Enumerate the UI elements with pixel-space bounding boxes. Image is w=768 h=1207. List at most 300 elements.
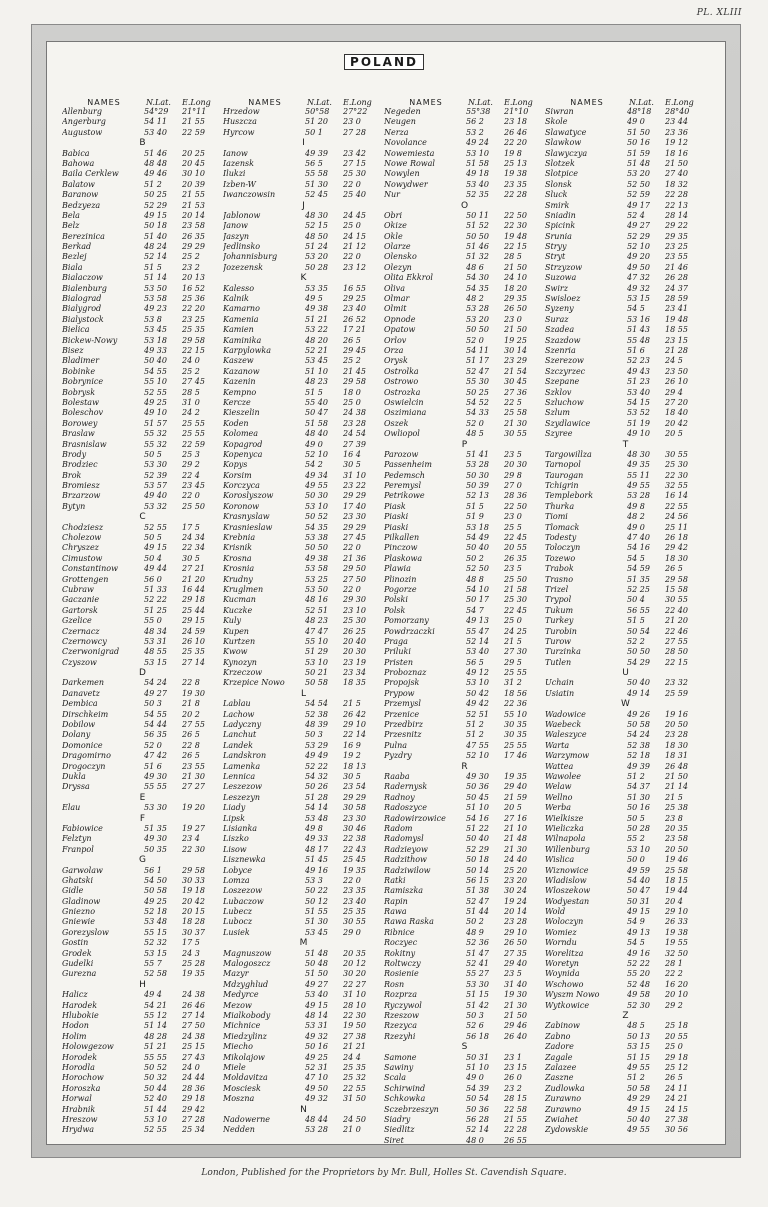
- longitude: 25 13: [504, 158, 527, 168]
- place-name: Rawa Raska: [384, 917, 434, 927]
- table-row: [545, 201, 706, 211]
- place-name: Oliva: [384, 283, 405, 293]
- latitude: 52 41: [466, 959, 489, 969]
- table-row: [384, 502, 545, 512]
- longitude: 20 55: [504, 543, 527, 553]
- longitude: 22 5: [504, 397, 522, 407]
- longitude: 22 0: [182, 491, 200, 501]
- section-letter: J: [302, 200, 305, 211]
- place-name: Lubocz: [223, 917, 253, 927]
- latitude: 53 10: [305, 501, 328, 511]
- longitude: 23 0: [504, 512, 522, 522]
- table-row: [223, 772, 384, 782]
- place-name: Hyrcow: [223, 127, 255, 137]
- longitude: 27 21: [182, 564, 205, 574]
- table-row: [545, 782, 706, 792]
- place-name: Zabinow: [545, 1021, 580, 1031]
- table-row: [545, 180, 706, 190]
- place-name: Polski: [384, 595, 408, 605]
- longitude: 25 30: [504, 595, 527, 605]
- table-row: [545, 1042, 706, 1052]
- latitude: 51 50: [305, 969, 328, 979]
- longitude: 17 5: [182, 938, 200, 948]
- place-name: Hlubokie: [62, 1010, 99, 1020]
- longitude: 20 50: [665, 720, 688, 730]
- table-row: [223, 169, 384, 179]
- table-row: [62, 481, 223, 491]
- place-name: Rosn: [384, 979, 405, 989]
- place-name: Uchain: [545, 678, 574, 688]
- place-name: Werba: [545, 803, 572, 813]
- place-name: Suzowa: [545, 273, 577, 283]
- place-name: Suraz: [545, 314, 569, 324]
- place-name: Constantinow: [62, 564, 118, 574]
- table-row: [223, 1084, 384, 1094]
- longitude: 25 30: [665, 460, 688, 470]
- place-name: Fabiowice: [62, 823, 103, 833]
- table-row: [545, 169, 706, 179]
- place-name: Brody: [62, 449, 87, 459]
- table-row: [62, 1094, 223, 1104]
- latitude: 53 15: [627, 294, 650, 304]
- longitude: 27 28: [182, 1114, 205, 1124]
- place-name: Dolany: [62, 730, 91, 740]
- latitude: 53 10: [466, 148, 489, 158]
- longitude: 23 0: [343, 117, 361, 127]
- table-row: [384, 388, 545, 398]
- longitude: 18 13: [343, 761, 366, 771]
- latitude: 51 57: [144, 418, 167, 428]
- latitude: 50 16: [627, 803, 650, 813]
- place-name: Zydowskie: [545, 1125, 589, 1135]
- place-name: Kopenyca: [223, 449, 263, 459]
- latitude: 53 40: [466, 179, 489, 189]
- longitude: 21 48: [504, 834, 527, 844]
- place-name: Halicz: [62, 990, 88, 1000]
- table-row: [545, 1125, 706, 1135]
- table-row: [62, 782, 223, 792]
- table-row: [545, 928, 706, 938]
- latitude: 50 58: [305, 678, 328, 688]
- place-name: Borowey: [62, 418, 98, 428]
- place-name: Radziwilow: [384, 865, 431, 875]
- latitude: 55 10: [305, 636, 328, 646]
- table-row: [223, 834, 384, 844]
- place-name: Braslaw: [62, 429, 95, 439]
- place-name: Radnoy: [384, 792, 415, 802]
- place-name: Zwiahet: [545, 1114, 578, 1124]
- table-row: [223, 814, 384, 824]
- latitude: 49 5: [305, 294, 323, 304]
- place-name: Lobyce: [223, 865, 252, 875]
- table-row: [384, 647, 545, 657]
- latitude: 55 11: [627, 470, 650, 480]
- place-name: Krasnyslaw: [223, 512, 270, 522]
- table-row: [545, 938, 706, 948]
- longitude: 28 36: [504, 491, 527, 501]
- latitude: 49 55: [627, 1062, 650, 1072]
- place-name: Lomza: [223, 875, 250, 885]
- latitude: 52 23: [627, 356, 650, 366]
- table-row: [384, 741, 545, 751]
- longitude: 23 28: [343, 418, 366, 428]
- place-name: Lipsk: [223, 813, 245, 823]
- page-title: [0, 55, 768, 69]
- table-row: [545, 1001, 706, 1011]
- place-name: Lubaczow: [223, 896, 264, 906]
- longitude: 25 35: [343, 907, 366, 917]
- latitude: 53 20: [627, 169, 650, 179]
- table-row: [545, 419, 706, 429]
- latitude: 51 22: [466, 823, 489, 833]
- table-row: [545, 855, 706, 865]
- place-name: Malogoszcz: [223, 959, 271, 969]
- place-name: Cubraw: [62, 584, 94, 594]
- latitude: 54 50: [144, 875, 167, 885]
- table-row: [545, 803, 706, 813]
- longitude: 26 55: [504, 1135, 527, 1145]
- table-row: [223, 190, 384, 200]
- table-row: [223, 252, 384, 262]
- longitude: 26 10: [665, 377, 688, 387]
- latitude: 49 58: [627, 990, 650, 1000]
- place-name: Horodla: [62, 1062, 95, 1072]
- longitude: 28 10: [343, 1000, 366, 1010]
- latitude: 54 55: [144, 366, 167, 376]
- table-row: [384, 336, 545, 346]
- longitude: 23 35: [504, 179, 527, 189]
- place-name: Rawa: [384, 907, 407, 917]
- longitude: 28°40: [665, 107, 690, 116]
- latitude: 54 40: [627, 875, 650, 885]
- place-name: Kempno: [223, 387, 257, 397]
- longitude: 21 59: [504, 792, 527, 802]
- place-name: Dobilow: [62, 720, 96, 730]
- longitude: 24 38: [182, 1031, 205, 1041]
- longitude: 18 28: [182, 917, 205, 927]
- longitude: 19 44: [665, 886, 688, 896]
- latitude: 54 16: [466, 813, 489, 823]
- latitude: 48 34: [144, 626, 167, 636]
- place-name: Gaczanie: [62, 595, 100, 605]
- longitude: 24 37: [665, 283, 688, 293]
- place-name: Johannisburg: [223, 252, 278, 262]
- latitude: 50 5: [144, 449, 162, 459]
- table-row: [223, 159, 384, 169]
- place-name: Tukum: [545, 605, 574, 615]
- place-name: Leszezyn: [223, 792, 260, 802]
- table-row: [384, 304, 545, 314]
- place-name: Piask: [384, 501, 406, 511]
- latitude: 53 52: [627, 408, 650, 418]
- longitude: 16 20: [665, 979, 688, 989]
- table-row: [384, 460, 545, 470]
- longitude: 22 30: [343, 1010, 366, 1020]
- table-row: [223, 1125, 384, 1135]
- latitude: 48 39: [305, 720, 328, 730]
- table-row: [223, 554, 384, 564]
- latitude: 55 58: [305, 169, 328, 179]
- table-row: [223, 949, 384, 959]
- longitude: 29 2: [665, 1000, 683, 1010]
- longitude: 26 35: [504, 553, 527, 563]
- latitude: 53 31: [144, 636, 167, 646]
- longitude: 21 28: [665, 345, 688, 355]
- latitude: 50 44: [144, 1083, 167, 1093]
- latitude: 55 40: [305, 397, 328, 407]
- longitude: 22 50: [504, 210, 527, 220]
- latitude: 50 5: [627, 813, 645, 823]
- longitude: 26 0: [504, 1073, 522, 1083]
- latitude: 50 1: [305, 127, 323, 137]
- longitude: 28 15: [504, 1094, 527, 1104]
- longitude: 29 29: [343, 491, 366, 501]
- place-name: Rapin: [384, 896, 408, 906]
- latitude: 50 39: [466, 481, 489, 491]
- longitude: 22 0: [343, 584, 361, 594]
- longitude: 30 33: [182, 875, 205, 885]
- table-row: [384, 294, 545, 304]
- longitude: 25 34: [182, 1125, 205, 1135]
- latitude: 53 48: [305, 813, 328, 823]
- latitude: 53 20: [305, 252, 328, 262]
- place-name: Izben-W: [223, 179, 256, 189]
- table-row: [223, 180, 384, 190]
- latitude: 50 0: [627, 855, 645, 865]
- place-name: Okize: [384, 221, 407, 231]
- longitude: 30 35: [504, 720, 527, 730]
- latitude: 51 35: [627, 574, 650, 584]
- place-name: Wielkisze: [545, 813, 584, 823]
- section-letter: T: [622, 439, 629, 450]
- longitude: 24 21: [665, 1094, 688, 1104]
- table-row: [223, 263, 384, 273]
- place-name: Bolestaw: [62, 397, 99, 407]
- header-names: NAMES: [570, 98, 604, 107]
- table-row: [384, 325, 545, 335]
- place-name: Berezinica: [62, 231, 105, 241]
- longitude: 25 35: [343, 1062, 366, 1072]
- table-row: [384, 959, 545, 969]
- latitude: 55 47: [466, 626, 489, 636]
- place-name: Danavetz: [62, 688, 100, 698]
- longitude: 31 10: [343, 990, 366, 1000]
- latitude: 50 25: [144, 190, 167, 200]
- column-2: [223, 93, 384, 1153]
- longitude: 29 58: [182, 865, 205, 875]
- latitude: 50 40: [627, 678, 650, 688]
- place-name: Schirwind: [384, 1083, 426, 1093]
- longitude: 18 32: [665, 179, 688, 189]
- table-row: [223, 491, 384, 501]
- table-row: [545, 917, 706, 927]
- place-name: Pilkallen: [384, 533, 420, 543]
- table-row: [384, 866, 545, 876]
- table-row: [62, 159, 223, 169]
- place-name: Gidle: [62, 886, 84, 896]
- table-row: [545, 491, 706, 501]
- table-row: [545, 242, 706, 252]
- longitude: 22 0: [343, 875, 361, 885]
- place-name: Opnode: [384, 314, 416, 324]
- place-name: Kalesso: [223, 283, 255, 293]
- table-row: [384, 658, 545, 668]
- latitude: 53 31: [305, 1021, 328, 1031]
- longitude: 18 0: [343, 387, 361, 397]
- place-name: Lanchut: [223, 730, 257, 740]
- section-letter: W: [621, 699, 630, 710]
- latitude: 50 31: [466, 1052, 489, 1062]
- place-name: Grodek: [62, 948, 92, 958]
- latitude: 49 17: [627, 200, 650, 210]
- place-name: Lisow: [223, 844, 247, 854]
- latitude: 49 14: [627, 688, 650, 698]
- longitude: 23 2: [504, 1083, 522, 1093]
- longitude: 21 36: [343, 553, 366, 563]
- table-row: [62, 169, 223, 179]
- place-name: Nerza: [384, 127, 409, 137]
- place-name: Szydlawice: [545, 418, 591, 428]
- table-row: [223, 398, 384, 408]
- table-row: [223, 336, 384, 346]
- table-row: [545, 959, 706, 969]
- place-name: Targowillza: [545, 449, 592, 459]
- longitude: 23 18: [504, 117, 527, 127]
- table-row: [384, 595, 545, 605]
- table-row: [545, 658, 706, 668]
- latitude: 53 30: [144, 803, 167, 813]
- place-name: Wold: [545, 907, 566, 917]
- latitude: 53 45: [305, 927, 328, 937]
- table-row: [223, 533, 384, 543]
- place-name: Orysk: [384, 356, 408, 366]
- table-row: [62, 845, 223, 855]
- place-name: Turow: [545, 636, 571, 646]
- table-row: [545, 346, 706, 356]
- place-name: Srunia: [545, 231, 572, 241]
- longitude: 24 11: [665, 1083, 688, 1093]
- latitude: 50 36: [466, 1104, 489, 1114]
- place-name: Wladislow: [545, 875, 587, 885]
- latitude: 52 0: [466, 418, 484, 428]
- longitude: 25 0: [665, 1042, 683, 1052]
- latitude: 52 14: [144, 252, 167, 262]
- table-row: [384, 180, 545, 190]
- latitude: 53 10: [466, 678, 489, 688]
- longitude: 25 11: [665, 522, 688, 532]
- place-name: Mosciesk: [223, 1083, 261, 1093]
- table-row: [384, 159, 545, 169]
- latitude: 49 33: [305, 834, 328, 844]
- longitude: 23 8: [665, 813, 683, 823]
- place-name: Passenheim: [384, 460, 432, 470]
- latitude: 52 55: [144, 1125, 167, 1135]
- longitude: 22 40: [665, 605, 688, 615]
- table-row: [62, 751, 223, 761]
- longitude: 19 35: [182, 969, 205, 979]
- longitude: 18 35: [343, 678, 366, 688]
- place-name: Bialystock: [62, 314, 104, 324]
- column-header: [223, 93, 384, 107]
- latitude: 49 24: [466, 138, 489, 148]
- table-row: [223, 907, 384, 917]
- place-name: Przesnitz: [384, 730, 422, 740]
- latitude: 53 25: [305, 574, 328, 584]
- latitude: 52 50: [466, 564, 489, 574]
- latitude: 52 31: [305, 1062, 328, 1072]
- longitude: 30 35: [504, 730, 527, 740]
- longitude: 23 32: [665, 678, 688, 688]
- place-name: Bielica: [62, 325, 90, 335]
- column-3: [384, 93, 545, 1153]
- place-name: Przenice: [384, 709, 420, 719]
- latitude: 52 29: [627, 231, 650, 241]
- table-row: [384, 367, 545, 377]
- latitude: 52 2: [627, 636, 645, 646]
- plate-number: PL. XLIII: [696, 8, 742, 18]
- latitude: 48 9: [466, 927, 484, 937]
- longitude: 22 36: [504, 699, 527, 709]
- latitude: 52 22: [144, 595, 167, 605]
- latitude: 49 40: [144, 491, 167, 501]
- place-name: Rzezyca: [384, 1021, 417, 1031]
- longitude: 27 28: [343, 127, 366, 137]
- place-name: Plawia: [384, 564, 411, 574]
- place-name: Pyzdry: [384, 751, 412, 761]
- place-name: Krosnia: [223, 564, 255, 574]
- longitude: 25 55: [504, 740, 527, 750]
- longitude: 25 5: [504, 522, 522, 532]
- latitude: 52 14: [466, 636, 489, 646]
- table-row: [62, 190, 223, 200]
- table-row: [384, 117, 545, 127]
- table-row: [545, 1053, 706, 1063]
- table-row: [62, 564, 223, 574]
- latitude: 56 1: [144, 865, 162, 875]
- longitude: 20 10: [665, 990, 688, 1000]
- table-row: [62, 990, 223, 1000]
- longitude: 20 39: [182, 179, 205, 189]
- place-name: Slawatyce: [545, 127, 587, 137]
- table-row: [545, 450, 706, 460]
- latitude: 51 17: [466, 356, 489, 366]
- longitude: 25 0: [504, 616, 522, 626]
- place-name: Wiznowice: [545, 865, 589, 875]
- place-name: Propojsk: [384, 678, 420, 688]
- longitude: 21 46: [665, 262, 688, 272]
- longitude: 23 19: [343, 657, 366, 667]
- place-name: Woloczyn: [545, 917, 584, 927]
- table-row: [545, 107, 706, 117]
- longitude: 19 12: [665, 138, 688, 148]
- table-row: [384, 232, 545, 242]
- longitude: 27 35: [504, 948, 527, 958]
- longitude: 26 46: [182, 1000, 205, 1010]
- table-row: [62, 699, 223, 709]
- table-row: [223, 928, 384, 938]
- place-name: Strzyzow: [545, 262, 583, 272]
- longitude: 24 38: [343, 408, 366, 418]
- place-name: Ryczywol: [384, 1000, 422, 1010]
- place-name: Polsk: [384, 605, 406, 615]
- latitude: 50 31: [627, 896, 650, 906]
- table-row: [545, 730, 706, 740]
- table-row: [62, 907, 223, 917]
- place-name: Gniewie: [62, 917, 95, 927]
- latitude: 52 51: [466, 709, 489, 719]
- table-row: [545, 138, 706, 148]
- table-row: [223, 1021, 384, 1031]
